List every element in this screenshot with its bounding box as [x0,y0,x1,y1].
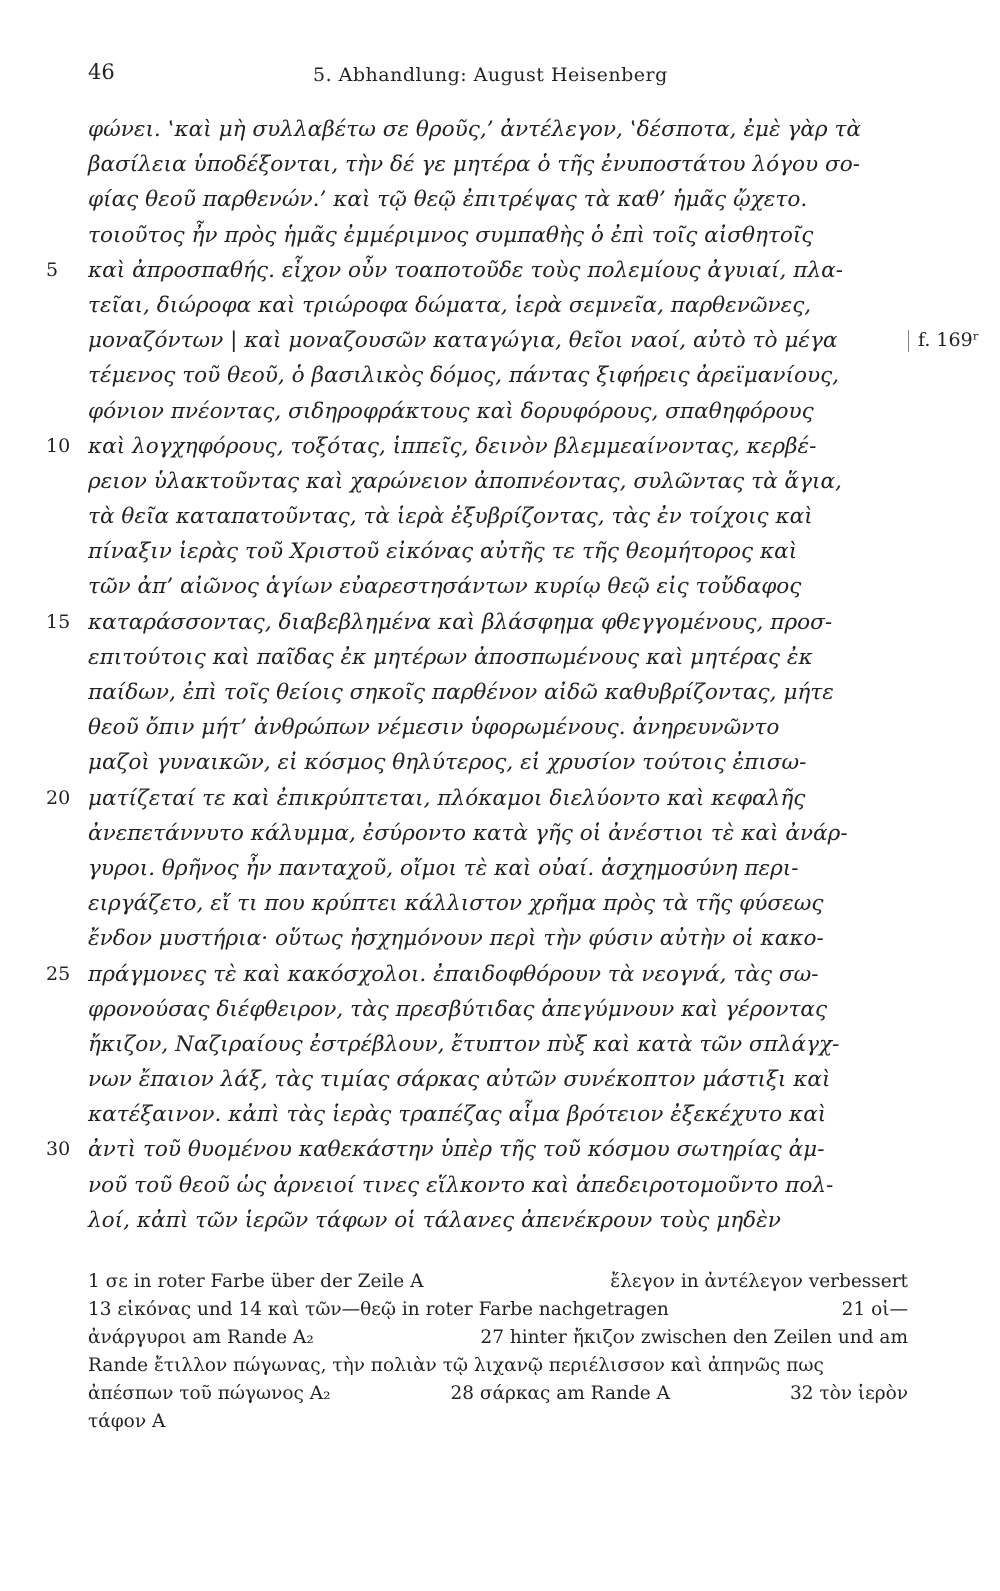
line-text: καταράσσοντας, διαβεβλημένα καὶ βλάσφημα φθεγγομένους, προσ- [88,609,833,635]
running-head: 5. Abhandlung: August Heisenberg [313,64,668,86]
line-text: καὶ λογχηφόρους, τοξότας, ἱππεῖς, δεινὸν βλεμμεαίνοντας, κερβέ- [88,433,817,459]
critical-apparatus [88,1268,908,1436]
apparatus-line [88,1268,908,1296]
apparatus-entry: ἀνάργυροι am Rande A₂ [88,1327,314,1348]
line-text: επιτούτοις καὶ παῖδας ἐκ μητέρων ἀποσπωμένους καὶ μητέρας ἐκ [88,644,813,670]
text-line [0,1027,1000,1062]
line-text: ειργάζετο, εἴ τι που κρύπτει κάλλιστον χρῆμα πρὸς τὰ τῆς φύσεως [88,891,824,917]
text-line [0,886,1000,921]
text-line [0,394,1000,429]
text-line [0,358,1000,393]
apparatus-entry: 13 εἰκόνας und 14 καὶ τῶν—θεῷ in roter Farbe nachgetragen [88,1299,669,1320]
apparatus-entry: 32 τὸν ἱερὸν [789,1383,908,1404]
text-line [0,710,1000,745]
line-number: 30 [46,1138,71,1161]
line-text: καὶ ἀπροσπαθής. εἶχον οὖν τοαποτοῦδε τοὺς πολεμίους ἀγυιαί, πλα- [88,257,844,283]
line-text: ἀνεπετάννυτο κάλυμμα, ἐσύροντο κατὰ γῆς οἱ ἀνέστιοι τὲ καὶ ἀνάρ- [88,820,848,846]
text-line [0,1132,1000,1167]
line-text: παίδων, ἐπὶ τοῖς θείοις σηκοῖς παρθένον αἰδῶ καθυβρίζοντας, μήτε [88,680,834,705]
line-text: νων ἔπαιον λάξ, τὰς τιμίας σάρκας αὐτῶν συνέκοπτον μάστιξι καὶ [88,1067,831,1093]
line-text: πίναξιν ἱερὰς τοῦ Χριστοῦ εἰκόνας αὐτῆς τε τῆς θεομήτορος καὶ [88,539,798,565]
text-line [0,1097,1000,1132]
text-line [0,1203,1000,1238]
text-line [0,253,1000,288]
text-line [0,781,1000,816]
text-line [0,851,1000,886]
line-number: 25 [46,962,71,985]
main-text [0,112,1000,1238]
page-number: 46 [88,60,115,84]
text-line [0,605,1000,640]
apparatus-entry: 1 σε in roter Farbe über der Zeile A [88,1271,424,1292]
line-text: φόνιον πνέοντας, σιδηροφράκτους καὶ δορυφόρους, σπαθηφόρους [88,398,814,424]
line-text: τοιοῦτος ἦν πρὸς ἡμᾶς ἐμμέριμνος συμπαθὴς ὁ ἐπὶ τοῖς αἰσθητοῖς [88,222,814,248]
line-text: βασίλεια ὑποδέξονται, τὴν δέ γε μητέρα ὁ τῆς ἐνυποστάτου λόγου σο- [88,152,861,178]
text-line [0,640,1000,675]
line-text: θεοῦ ὄπιν μήτ’ ἀνθρώπων νέμεσιν ὑφορωμένους. ἀνηρευνῶντο [88,715,780,741]
text-line [0,182,1000,217]
line-text: ἀντὶ τοῦ θυομένου καθεκάστην ὑπὲρ τῆς τοῦ κόσμου σωτηρίας ἀμ- [88,1137,825,1163]
line-text: μαζοὶ γυναικῶν, εἰ κόσμος θηλύτερος, εἰ χρυσίον τούτοις ἐπισω- [88,750,807,776]
text-line [0,112,1000,147]
text-line [0,992,1000,1027]
text-line [0,147,1000,182]
line-number: 20 [46,786,71,809]
line-text: γυροι. θρῆνος ἦν πανταχοῦ, οἴμοι τὲ καὶ οὐαί. ἀσχημοσύνη περι- [88,855,799,881]
apparatus-entry: ἀπέσπων τοῦ πώγωνος A₂ [88,1383,331,1404]
line-text: τῶν ἀπ’ αἰῶνος ἁγίων εὐαρεστησάντων κυρίῳ θεῷ εἰς τοὔδαφος [88,574,802,600]
apparatus-line [88,1296,908,1324]
text-line [0,1168,1000,1203]
text-line [0,429,1000,464]
line-text: πράγμονες τὲ καὶ κακόσχολοι. ἐπαιδοφθόρουν τὰ νεογνά, τὰς σω- [88,961,819,987]
line-text: ἔνδον μυστήρια· οὕτως ἠσχημόνουν περὶ τὴν φύσιν αὐτὴν οἱ κακο- [88,926,824,952]
text-line [0,499,1000,534]
line-number: 5 [46,258,59,281]
line-text: μοναζόντων | καὶ μοναζουσῶν καταγώγια, θεῖοι ναοί, αὐτὸ τὸ μέγα [88,328,838,354]
text-line [0,675,1000,710]
text-line [0,569,1000,604]
apparatus-entry: Rande ἔτιλλον πώγωνας, τὴν πολιὰν τῷ λιχανῷ περιέλισσον καὶ ἀπηνῶς πως [88,1355,824,1376]
text-line [0,534,1000,569]
text-line [0,816,1000,851]
apparatus-entry: τάφον A [88,1411,166,1432]
text-line [0,921,1000,956]
apparatus-entry: 21 οἱ— [841,1299,908,1320]
line-text: τὰ θεῖα καταπατοῦντας, τὰ ἱερὰ ἐξυβρίζοντας, τὰς ἐν τοίχοις καὶ [88,504,813,530]
line-text: κατέξαινον. κἀπὶ τὰς ἱερὰς τραπέζας αἷμα βρότειον ἐξεκέχυτο καὶ [88,1102,827,1128]
line-text: φρονούσας διέφθειρον, τὰς πρεσβύτιδας ἀπεγύμνουν καὶ γέροντας [88,996,828,1022]
apparatus-line [88,1380,908,1408]
folio-marker-bar [908,330,909,352]
text-line [0,218,1000,253]
page-header [88,60,908,100]
apparatus-line [88,1352,908,1380]
text-line [0,745,1000,780]
apparatus-entry: ἔλεγον in ἀντέλεγον verbessert [610,1271,908,1292]
text-line [0,464,1000,499]
apparatus-line [88,1408,908,1436]
line-number: 15 [46,610,71,633]
line-text: νοῦ τοῦ θεοῦ ὡς ἀρνειοί τινες εἵλκοντο καὶ ἀπεδειροτομοῦντο πολ- [88,1172,834,1198]
text-line [0,1062,1000,1097]
text-line [0,288,1000,323]
text-line [0,323,1000,358]
apparatus-entry: 28 σάρκας am Rande A [450,1383,670,1404]
apparatus-line [88,1324,908,1352]
apparatus-entry: 27 hinter ἤκιζον zwischen den Zeilen und am [480,1327,908,1348]
line-text: ματίζεταί τε καὶ ἐπικρύπτεται, πλόκαμοι διελύοντο καὶ κεφαλῆς [88,785,806,811]
line-text: λοί, κἀπὶ τῶν ἱερῶν τάφων οἱ τάλανες ἀπενέκρουν τοὺς μηδὲν [88,1207,781,1233]
line-text: τεῖαι, διώροφα καὶ τριώροφα δώματα, ἱερὰ σεμνεῖα, παρθενῶνες, [88,292,812,318]
line-text: τέμενος τοῦ θεοῦ, ὁ βασιλικὸς δόμος, πάντας ξιφήρεις ἀρεϊμανίους, [88,363,840,389]
folio-margin-note: f. 169ʳ [918,329,980,352]
text-line [0,957,1000,992]
line-text: ρειον ὑλακτοῦντας καὶ χαρώνειον ἀποπνέοντας, συλῶντας τὰ ἅγια, [88,468,842,494]
line-number: 10 [46,434,71,457]
line-text: φώνει. ‛καὶ μὴ συλλαβέτω σε θροῦς,’ ἀντέλεγον, ‛δέσποτα, ἐμὲ γὰρ τὰ [88,117,861,142]
line-text: ἤκιζον, Ναζιραίους ἐστρέβλουν, ἔτυπτον πὺξ καὶ κατὰ τῶν σπλάγχ- [88,1031,840,1057]
line-text: φίας θεοῦ παρθενών.’ καὶ τῷ θεῷ ἐπιτρέψας τὰ καθ’ ἡμᾶς ᾤχετο. [88,187,808,213]
